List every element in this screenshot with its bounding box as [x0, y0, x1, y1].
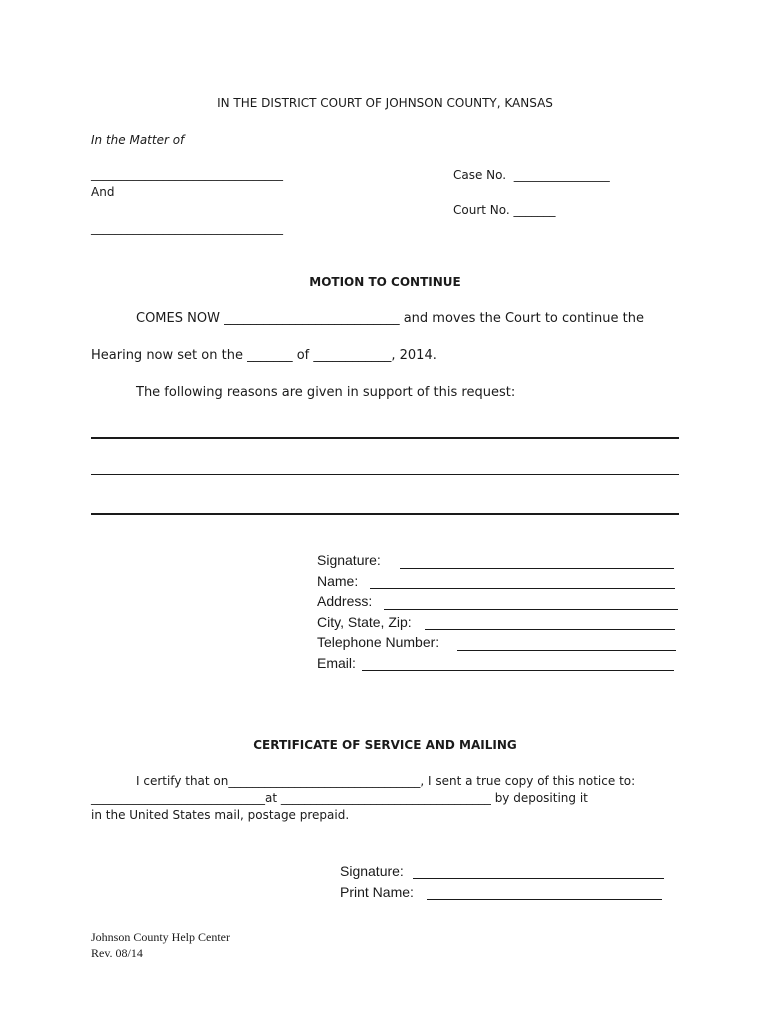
name-label: Name: [317, 573, 359, 589]
mail-line: in the United States mail, postage prepaid. [91, 808, 350, 822]
party1-blank[interactable]: ________________________________ [91, 167, 283, 181]
email-label: Email: [317, 655, 356, 671]
reasons-intro: The following reasons are given in support of this request: [136, 385, 516, 400]
signature-label: Signature: [317, 552, 381, 568]
party2-blank[interactable]: ________________________________ [91, 221, 283, 235]
reason-line-3[interactable] [91, 513, 679, 515]
telephone-line[interactable] [457, 650, 676, 651]
cert-signature-line[interactable] [413, 878, 664, 879]
print-name-line[interactable] [427, 899, 662, 900]
telephone-label: Telephone Number: [317, 634, 440, 650]
print-name-label: Print Name: [340, 884, 414, 900]
matter-label: In the Matter of [91, 133, 185, 147]
signature-line[interactable] [400, 568, 674, 569]
hearing-line[interactable]: Hearing now set on the _______ of ____________, 2014. [91, 348, 437, 363]
name-line[interactable] [370, 588, 675, 589]
sent-to-line[interactable]: _____________________________at ___________________________________ by depositing it [91, 791, 588, 805]
email-line[interactable] [362, 670, 674, 671]
certify-line[interactable]: I certify that on________________________________, I sent a true copy of this notice to: [136, 774, 636, 788]
address-label: Address: [317, 593, 373, 609]
footer-org: Johnson County Help Center [91, 930, 230, 944]
city-state-zip-line[interactable] [425, 629, 675, 630]
city-state-zip-label: City, State, Zip: [317, 614, 412, 630]
address-line[interactable] [384, 609, 678, 610]
footer-revision: Rev. 08/14 [91, 946, 143, 960]
case-number-field[interactable]: Case No. ________________ [453, 168, 610, 182]
reason-line-2[interactable] [91, 474, 679, 475]
reason-line-1[interactable] [91, 437, 679, 439]
court-title: IN THE DISTRICT COURT OF JOHNSON COUNTY, KANSAS [217, 96, 553, 110]
motion-title: MOTION TO CONTINUE [309, 275, 461, 289]
comes-now-line[interactable]: COMES NOW ___________________________ and moves the Court to continue the [136, 311, 644, 326]
and-label: And [91, 185, 115, 199]
certificate-title: CERTIFICATE OF SERVICE AND MAILING [253, 738, 517, 752]
cert-signature-label: Signature: [340, 863, 404, 879]
court-number-field[interactable]: Court No. _______ [453, 203, 556, 217]
